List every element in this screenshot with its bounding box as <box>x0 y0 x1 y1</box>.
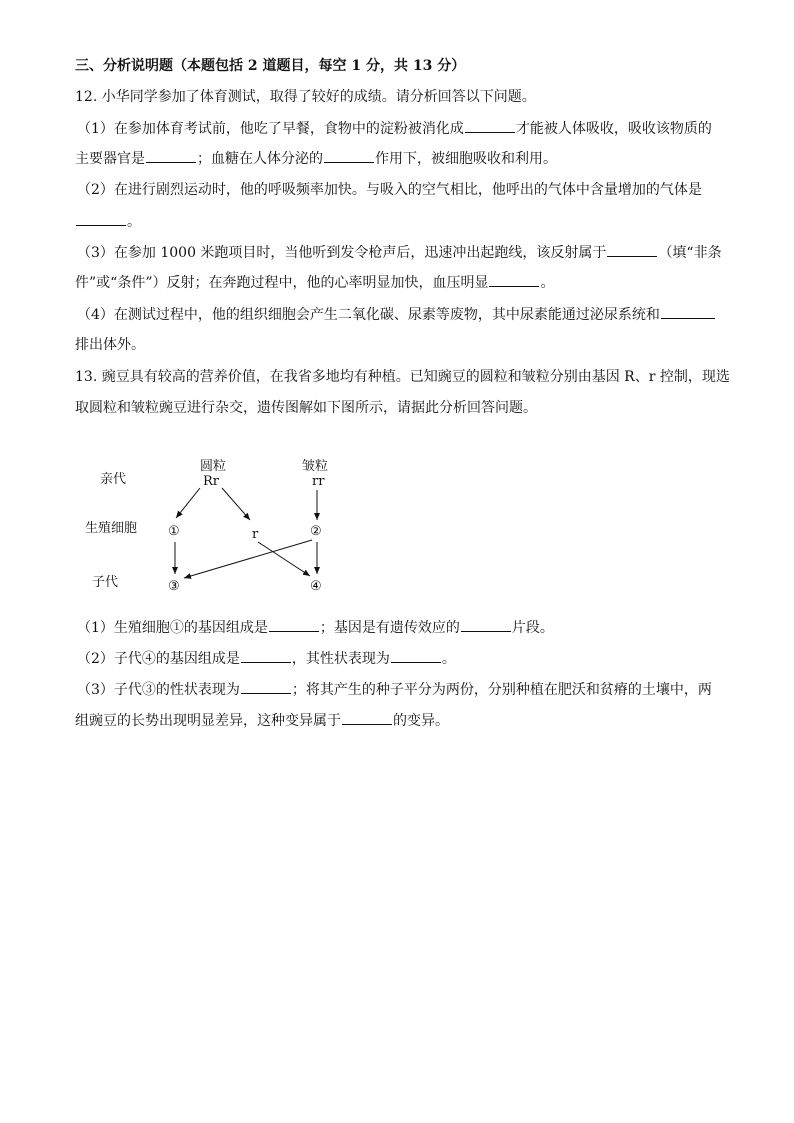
q13-p2-text-b: ，其性状表现为 <box>291 651 390 667</box>
q12-part4-line1 <box>77 304 716 325</box>
gamete-2: ② <box>310 524 322 539</box>
answer-blank[interactable] <box>269 617 319 632</box>
q13-p3-text-b: ；将其产生的种子平分为两份，分别种植在肥沃和贫瘠的土壤中，两 <box>291 682 712 698</box>
q12-p1-text-d: ；血糖在人体分泌的 <box>197 151 323 167</box>
arrow-parent1-to-gamete-r <box>222 488 250 520</box>
q12-p1-text-c: 主要器官是 <box>75 151 145 167</box>
answer-blank[interactable] <box>342 710 392 725</box>
answer-blank[interactable] <box>461 617 511 632</box>
inheritance-diagram <box>80 450 360 610</box>
q13-p3-text-d: 的变异。 <box>393 713 449 729</box>
q12-part3-line2 <box>75 272 554 293</box>
q12-part1-line2 <box>75 148 557 169</box>
q13-p1-text-c: 片段。 <box>511 620 554 636</box>
q13-p3-text-a: （3）子代③的性状表现为 <box>77 682 240 698</box>
q13-part1 <box>77 617 554 638</box>
answer-blank[interactable] <box>489 272 539 287</box>
q13-p2-text-c: 。 <box>441 651 456 667</box>
answer-blank[interactable] <box>661 304 715 319</box>
q13-p1-text-b: ；基因是有遗传效应的 <box>319 620 460 636</box>
answer-blank[interactable] <box>324 148 374 163</box>
q12-p3-text-a: （3）在参加 1000 米跑项目时，当他听到发令枪声后，迅速冲出起跑线，该反射属于 <box>77 245 607 261</box>
row-label-offspring: 子代 <box>92 575 119 590</box>
answer-blank[interactable] <box>241 679 291 694</box>
q13-stem-line1: 13. 豌豆具有较高的营养价值，在我省多地均有种植。已知豌豆的圆粒和皱粒分别由基因 R、r 控制，现选 <box>75 369 730 385</box>
offspring-3: ③ <box>168 579 180 594</box>
arrow-gamete-r-to-offspring4 <box>258 542 310 576</box>
q13-p2-text-a: （2）子代④的基因组成是 <box>77 651 240 667</box>
arrow-parent1-to-gamete1 <box>176 488 200 518</box>
answer-blank[interactable] <box>76 211 126 226</box>
q12-part1-line1 <box>77 118 712 139</box>
q12-p4-text-a: （4）在测试过程中，他的组织细胞会产生二氧化碳、尿素等废物，其中尿素能通过泌尿系统和 <box>77 307 660 323</box>
parent1-trait: 圆粒 <box>200 459 227 474</box>
q13-p3-text-c: 组豌豆的长势出现明显差异，这种变异属于 <box>75 713 341 729</box>
q12-part2-line2 <box>75 211 141 232</box>
q13-part3-line1 <box>77 679 712 700</box>
q12-part2-line1: （2）在进行剧烈运动时，他的呼吸频率加快。与吸入的空气相比，他呼出的气体中含量增加的气体是 <box>77 182 702 198</box>
gamete-r: r <box>252 527 259 542</box>
q12-p1-text-a: （1）在参加体育考试前，他吃了早餐，食物中的淀粉被消化成 <box>77 121 464 137</box>
answer-blank[interactable] <box>465 118 515 133</box>
q13-stem-line2: 取圆粒和皱粒豌豆进行杂交，遗传图解如下图所示，请据此分析回答问题。 <box>75 400 537 416</box>
q12-p3-text-b: （填“非条 <box>658 245 722 261</box>
answer-blank[interactable] <box>391 648 441 663</box>
parent2-genotype: rr <box>312 474 325 489</box>
parent2-trait: 皱粒 <box>302 459 329 474</box>
q12-part4-line2: 排出体外。 <box>75 337 145 353</box>
parent1-genotype: Rr <box>203 474 220 489</box>
q12-p3-text-d: 。 <box>540 275 555 291</box>
row-label-gamete: 生殖细胞 <box>85 521 138 536</box>
gamete-1: ① <box>168 524 180 539</box>
arrow-gamete2-to-offspring3 <box>184 540 312 578</box>
q13-part3-line2 <box>75 710 449 731</box>
q13-p1-text-a: （1）生殖细胞①的基因组成是 <box>77 620 268 636</box>
q13-part2 <box>77 648 456 669</box>
offspring-4: ④ <box>310 579 322 594</box>
q12-p2-text-b: 。 <box>127 214 141 230</box>
answer-blank[interactable] <box>607 242 657 257</box>
q12-stem: 12. 小华同学参加了体育测试，取得了较好的成绩。请分析回答以下问题。 <box>75 89 536 105</box>
row-label-parent: 亲代 <box>100 472 127 487</box>
answer-blank[interactable] <box>241 648 291 663</box>
q12-part3-line1 <box>77 242 722 263</box>
q12-p1-text-b: 才能被人体吸收，吸收该物质的 <box>515 121 712 137</box>
section-title: 三、分析说明题（本题包括 2 道题目，每空 1 分，共 13 分） <box>75 58 466 74</box>
q12-p3-text-c: 件”或“条件”）反射；在奔跑过程中，他的心率明显加快，血压明显 <box>75 275 489 291</box>
answer-blank[interactable] <box>146 148 196 163</box>
q12-p1-text-e: 作用下，被细胞吸收和利用。 <box>375 151 557 167</box>
